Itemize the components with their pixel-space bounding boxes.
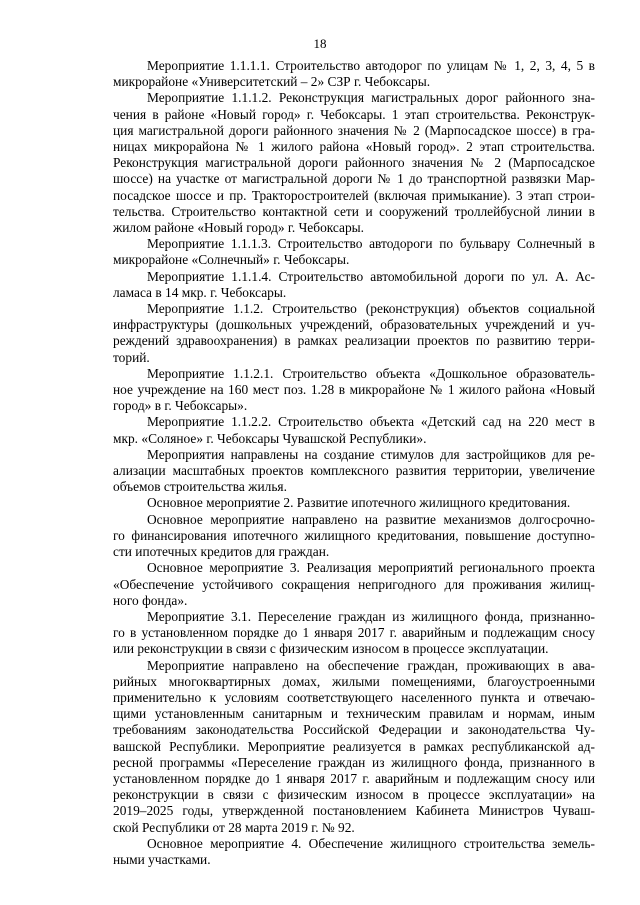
text-line: Основное мероприятие направлено на развитие механизмов долгосрочно-: [147, 511, 595, 527]
text-line: торий.: [113, 349, 150, 365]
text-line: Мероприятие 1.1.2.1. Строительство объекта «Дошкольное образователь-: [147, 365, 595, 381]
text-line: Мероприятие 1.1.2. Строительство (реконструкция) объектов социальной: [147, 301, 595, 317]
text-line: микрорайоне «Солнечный» г. Чебоксары.: [113, 252, 350, 268]
text-line: Мероприятие 1.1.2.2. Строительство объекта «Детский сад на 220 мест в: [147, 414, 595, 430]
text-line: объемов строительства жилья.: [113, 479, 287, 495]
text-line: Основное мероприятие 2. Развитие ипотечного жилищного кредитования.: [147, 495, 571, 511]
page-number: 18: [313, 36, 327, 51]
text-line: го финансирования ипотечного жилищного кредитования, повышение доступно-: [113, 527, 595, 543]
text-line: применительно к условиям соответствующего населенного пункта и отвечаю-: [113, 689, 595, 705]
text-line: мкр. «Соляное» г. Чебоксары Чувашской Республики».: [113, 430, 427, 446]
paragraph: [113, 609, 595, 658]
text-line: го в установленном порядке до 1 января 2017 г. аварийным и подлежащим сносу: [113, 625, 595, 641]
paragraph: [113, 366, 595, 415]
document-body: [113, 58, 595, 868]
paragraph: [113, 512, 595, 561]
paragraph: [113, 836, 595, 868]
text-line: инфраструктуры (дошкольных учреждений, образовательных учреждений и уч-: [113, 317, 595, 333]
text-line: тельства. Строительство контактной сети и сооружений троллейбусной линии в: [113, 203, 595, 219]
text-line: микрорайоне «Университетский – 2» СЗР г. Чебоксары.: [113, 74, 431, 90]
text-line: Основное мероприятие 4. Обеспечение жилищного строительства земель-: [147, 835, 595, 851]
text-line: «Обеспечение устойчивого сокращения непригодного для проживания жилищ-: [113, 576, 595, 592]
text-line: Мероприятие 1.1.1.1. Строительство автодорог по улицам № 1, 2, 3, 4, 5 в: [147, 58, 595, 73]
paragraph: [113, 447, 595, 496]
text-line: чения в районе «Новый город» г. Чебоксары. 1 этап строительства. Реконструк-: [113, 106, 595, 122]
text-line: установленном порядке до 1 января 2017 г. аварийным и подлежащим сносу или: [113, 770, 595, 786]
text-line: Мероприятие 1.1.1.3. Строительство автодороги по бульвару Солнечный в: [147, 236, 595, 252]
text-line: Мероприятия направлены на создание стимулов для застройщиков для ре-: [147, 446, 595, 462]
text-line: шоссе) на участке от магистральной дороги № 1 до транспортной развязки Мар-: [113, 171, 595, 187]
text-line: ской Республики от 28 марта 2019 г. № 92.: [113, 819, 355, 835]
text-line: посадское шоссе и пр. Тракторостроителей (включая примыкание). 3 этап строи-: [113, 187, 595, 203]
text-line: ное учреждение на 160 мест поз. 1.28 в микрорайоне № 1 жилого района «Новый: [113, 382, 595, 398]
text-line: требованиям законодательства Российской Федерации и законодательства Чу-: [113, 722, 595, 738]
text-line: вашской Республики. Мероприятие реализуется в рамках республиканской ад-: [113, 738, 595, 754]
text-line: 2019–2025 годы, утвержденной постановлением Кабинета Министров Чуваш-: [113, 803, 595, 819]
paragraph: [113, 414, 595, 446]
text-line: реконструкции в связи с физическим износом в процессе эксплуатации» на: [113, 787, 595, 803]
paragraph: [113, 58, 595, 90]
text-line: ресной программы «Переселение граждан из жилищного фонда, признанного в: [113, 754, 595, 770]
text-line: Реконструкция магистральной дороги районного значения № 2 (Марпосадское: [113, 155, 595, 171]
text-line: щими установленным санитарным и техническим правилам и нормам, иным: [113, 706, 595, 722]
paragraph: [113, 301, 595, 366]
paragraph: [113, 560, 595, 609]
text-line: сти ипотечных кредитов для граждан.: [113, 544, 330, 560]
text-line: жилом районе «Новый город» г. Чебоксары.: [113, 220, 365, 236]
text-line: Основное мероприятие 3. Реализация мероприятий регионального проекта: [147, 560, 595, 576]
text-line: реждений здравоохранения) в рамках реализации проектов по развитию терри-: [113, 333, 595, 349]
text-line: Мероприятие направлено на обеспечение граждан, проживающих в ава-: [147, 657, 595, 673]
paragraph: [113, 269, 595, 301]
text-line: ницах микрорайона № 1 жилого района «Новый город». 2 этап строительства.: [113, 139, 595, 155]
text-line: ламаса в 14 мкр. г. Чебоксары.: [113, 284, 287, 300]
paragraph: [113, 658, 595, 836]
paragraph: [113, 495, 595, 511]
text-line: ция магистральной дороги районного значения № 2 (Марпосадское шоссе) в гра-: [113, 122, 595, 138]
text-line: Мероприятие 3.1. Переселение граждан из жилищного фонда, признанно-: [147, 608, 595, 624]
paragraph: [113, 90, 595, 236]
paragraph: [113, 236, 595, 268]
text-line: ализации масштабных проектов комплексного развития территории, увеличение: [113, 463, 595, 479]
text-line: Мероприятие 1.1.1.4. Строительство автомобильной дороги по ул. А. Ас-: [147, 268, 595, 284]
text-line: Мероприятие 1.1.1.2. Реконструкция магистральных дорог районного зна-: [147, 90, 595, 106]
text-line: рийных многоквартирных домах, жилыми помещениями, благоустроенными: [113, 673, 595, 689]
text-line: ного фонда».: [113, 592, 188, 608]
text-line: ными участками.: [113, 851, 211, 867]
text-line: или реконструкции в связи с физическим износом в процессе эксплуатации.: [113, 641, 549, 657]
text-line: город» в г. Чебоксары».: [113, 398, 248, 414]
